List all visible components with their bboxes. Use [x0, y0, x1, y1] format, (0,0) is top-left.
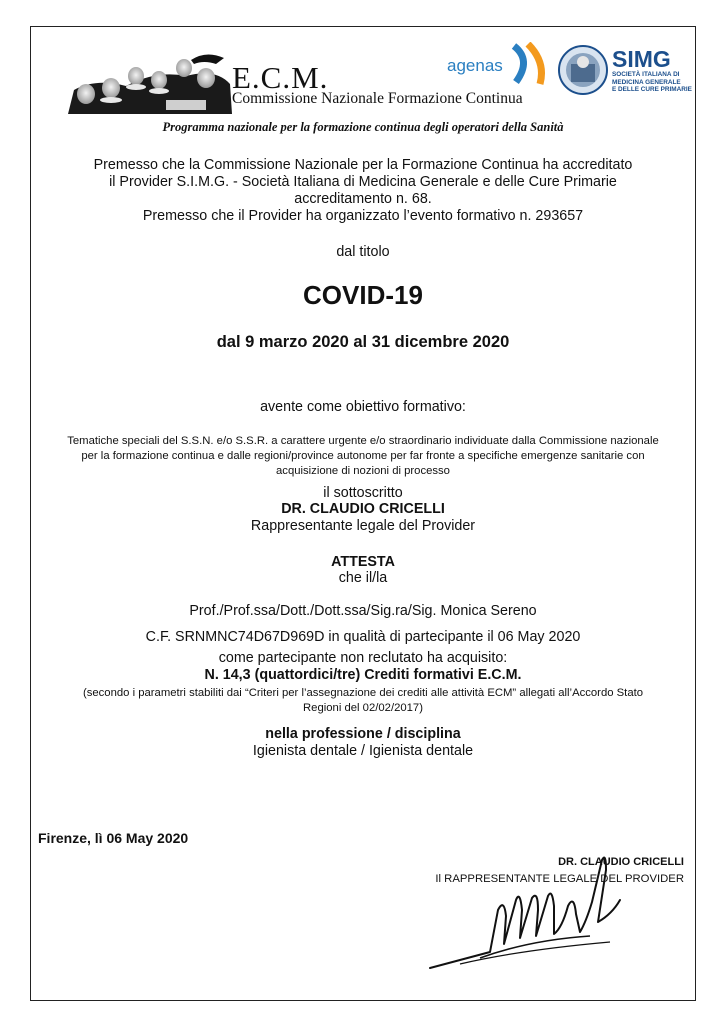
signer-name: DR. CLAUDIO CRICELLI — [558, 856, 684, 868]
simg-logo-subtitle: SOCIETÀ ITALIANA DI MEDICINA GENERALE E DELLE CURE PRIMARIE — [612, 71, 692, 93]
attesta-heading: ATTESTA — [331, 554, 395, 570]
signatory-role: Rappresentante legale del Provider — [250, 518, 476, 534]
ecm-logo-figures — [66, 50, 232, 114]
ecm-logo-subtitle: Commissione Nazionale Formazione Continua — [232, 90, 523, 107]
intro-line: Premesso che la Commissione Nazionale per la Formazione Continua ha accreditato — [93, 157, 633, 173]
signatory-intro: il sottoscritto — [323, 485, 403, 501]
objective-line: Tematiche speciali del S.S.N. e/o S.S.R. a carattere urgente e/o straordinario individuate dalla Commissione nazionale — [67, 435, 659, 447]
criteria-line: Regioni del 02/02/2017) — [303, 702, 423, 714]
agenas-logo-mark — [510, 42, 552, 86]
fiscal-code-line: C.F. SRNMNC74D67D969D in qualità di partecipante il 06 May 2020 — [145, 629, 581, 645]
simg-logo-text: SIMG — [612, 46, 671, 72]
place-date: Firenze, lì 06 May 2020 — [38, 830, 189, 846]
attesta-che: che il/la — [338, 570, 388, 586]
objective-line: per la formazione continua e dalle regioni/province autonome per far fronte a specifiche emergenze sanitarie con — [81, 450, 645, 462]
acquired-line: come partecipante non reclutato ha acquisito: — [218, 650, 508, 666]
signer-role: Il RAPPRESENTANTE LEGALE DEL PROVIDER — [435, 873, 684, 885]
handwritten-signature — [420, 840, 640, 975]
intro-line: il Provider S.I.M.G. - Società Italiana di Medicina Generale e delle Cure Primarie — [109, 174, 617, 190]
event-period: dal 9 marzo 2020 al 31 dicembre 2020 — [216, 333, 510, 351]
event-title: COVID-19 — [303, 280, 423, 310]
agenas-logo-text: agenas — [447, 56, 503, 75]
objective-line: acquisizione di nozioni di processo — [276, 465, 450, 477]
program-tagline: Programma nazionale per la formazione continua degli operatori della Sanità — [162, 120, 564, 134]
profession-value: Igienista dentale / Igienista dentale — [252, 743, 474, 759]
profession-label: nella professione / disciplina — [265, 726, 461, 742]
dal-titolo-label: dal titolo — [336, 244, 390, 260]
criteria-line: (secondo i parametri stabiliti dai “Criteri per l’assegnazione dei crediti alle attività ECM” allegati all’Accordo Stato — [82, 687, 644, 699]
participant-line: Prof./Prof.ssa/Dott./Dott.ssa/Sig.ra/Sig. Monica Sereno — [189, 603, 537, 619]
ecm-logo-title: E.C.M. — [232, 60, 329, 95]
credits-line: N. 14,3 (quattordici/tre) Crediti formativi E.C.M. — [204, 667, 522, 683]
intro-line: accreditamento n. 68. — [294, 191, 432, 207]
objective-label: avente come obiettivo formativo: — [260, 399, 466, 415]
signatory-name: DR. CLAUDIO CRICELLI — [281, 501, 445, 517]
simg-logo-emblem — [557, 44, 609, 96]
intro-line: Premesso che il Provider ha organizzato l’evento formativo n. 293657 — [142, 208, 584, 224]
